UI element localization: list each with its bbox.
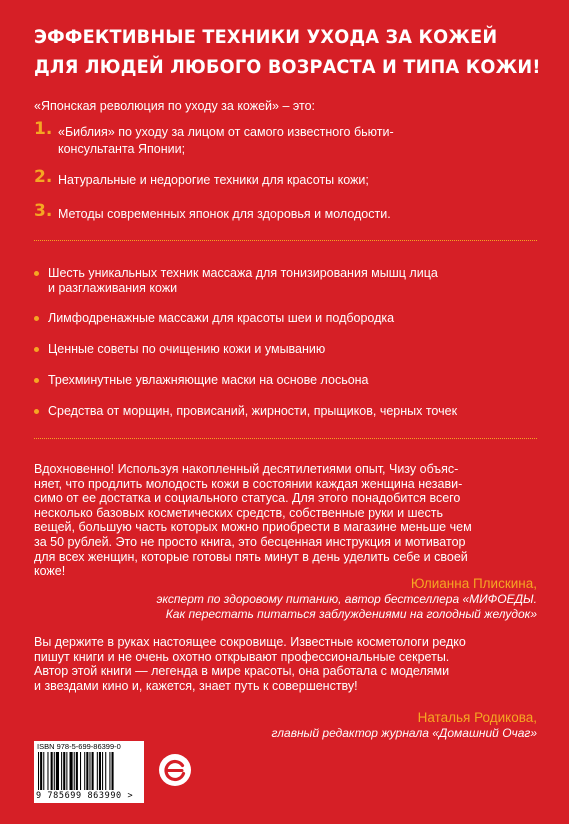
quote-line: няет, что продлить молодость кожи в состоянии каждая женщина незави- — [34, 476, 463, 491]
barcode-bar — [109, 752, 110, 790]
barcode-bar — [63, 752, 65, 790]
barcode-bar — [47, 752, 48, 790]
barcode-bar — [92, 752, 94, 790]
quote-line: Вы держите в руках настоящее сокровище. Известные косметологи редко — [34, 635, 466, 649]
bullet-item-1 — [34, 266, 544, 311]
headline — [34, 22, 541, 82]
quote-line: вещей, большую часть которых можно приобрести в магазине меньше чем — [34, 520, 472, 535]
barcode-bar — [51, 752, 53, 790]
barcode-bar — [76, 752, 78, 790]
barcode-bar — [56, 752, 59, 790]
bullet-item-3 — [34, 342, 544, 373]
quote-line: и звездами кино и, кажется, знает путь к совершенству! — [34, 678, 358, 693]
barcode — [34, 741, 144, 803]
bullet-item-2 — [34, 311, 544, 342]
quote-author: Юлианна Плискина, — [410, 576, 537, 591]
bullet-text-line: Средства от морщин, провисаний, жирности, прыщиков, черных точек — [48, 404, 458, 418]
barcode-bar — [80, 752, 81, 790]
barcode-bar — [102, 752, 103, 790]
quote-author-role: главный редактор журнала «Домашний Очаг» — [271, 726, 537, 740]
item-text-line: Методы современных японок для здоровья и молодости. — [58, 207, 391, 221]
headline-line-1: ЭФФЕКТИВНЫЕ ТЕХНИКИ УХОДА ЗА КОЖЕЙ — [34, 26, 498, 48]
bullet-text-line: и разглаживания кожи — [48, 281, 178, 295]
quote-2-signature — [271, 709, 537, 741]
quote-line: пишут книги и не очень охотно открывают профессиональные секреты. — [34, 649, 450, 664]
barcode-digits: 9 785699 863990 > — [36, 791, 134, 801]
quote-line: симо от ее достатка и социального статуса. Для этого понадобится всего — [34, 491, 461, 506]
quote-line: Автор этой книги — легенда в мире красоты, она работала с моделями — [34, 664, 450, 679]
bullet-text-line: Трехминутные увлажняющие маски на основе лосьона — [48, 373, 369, 387]
barcode-bar — [54, 752, 55, 790]
intro-text: «Японская революция по уходу за кожей» – это: — [34, 99, 316, 113]
bullet-text-line: Шесть уникальных техник массажа для тонизирования мышц лица — [48, 266, 438, 280]
quote-1-signature — [156, 575, 537, 622]
bullet-item-5 — [34, 404, 544, 419]
barcode-bar — [61, 752, 62, 790]
numbered-item-1 — [34, 119, 544, 172]
quote-line: за 50 рублей. Это не просто книга, это бесценная инструкция и мотиватор — [34, 534, 466, 549]
review-quote-2 — [34, 635, 542, 693]
barcode-bar — [89, 752, 90, 790]
quote-line: Вдохновенно! Используя накопленный десятилетиями опыт, Чизу объяс- — [34, 462, 459, 476]
item-number: 3. — [34, 201, 53, 221]
quote-author-role: Как перестать питаться заблуждениями на голодный желудок» — [165, 607, 537, 621]
barcode-bar — [112, 752, 114, 790]
quote-line: для всех женщин, которые готовы пять минут в день уделить себе и своей — [34, 549, 468, 564]
headline-line-2: ДЛЯ ЛЮДЕЙ ЛЮБОГО ВОЗРАСТА И ТИПА КОЖИ! — [34, 56, 541, 78]
bullet-text-line: Лимфодренажные массажи для красоты шеи и подбородка — [48, 311, 395, 325]
dotted-divider — [34, 240, 537, 241]
item-number: 1. — [34, 119, 53, 139]
quote-line: коже! — [34, 564, 66, 579]
review-quote-1 — [34, 462, 542, 579]
dotted-divider — [34, 438, 537, 439]
item-text-line: Натуральные и недорогие техники для красоты кожи; — [58, 173, 369, 187]
barcode-bar — [105, 752, 106, 790]
isbn-text: ISBN 978-5-699-86399-0 — [37, 742, 121, 751]
barcode-bar — [86, 752, 88, 790]
bullet-item-4 — [34, 373, 544, 404]
barcode-bar — [97, 752, 98, 790]
eksmo-logo-icon — [158, 753, 192, 787]
barcode-bar — [66, 752, 67, 790]
barcode-bar — [99, 752, 101, 790]
barcode-bar — [74, 752, 75, 790]
barcode-bar — [84, 752, 85, 790]
quote-author-role: эксперт по здоровому питанию, автор бестселлера «МИФОЕДЫ. — [156, 592, 537, 606]
barcode-bar — [43, 752, 44, 790]
barcode-bar — [40, 752, 42, 790]
numbered-item-2 — [34, 167, 544, 206]
numbered-list — [34, 119, 544, 230]
item-text-line: консультанта Японии; — [58, 142, 186, 156]
quote-line: несколько базовых косметических средств, собственные руки и шесть — [34, 505, 443, 520]
quote-author: Наталья Родикова, — [417, 710, 537, 725]
bullet-list — [34, 266, 544, 419]
item-number: 2. — [34, 167, 53, 187]
barcode-bars — [38, 752, 138, 790]
barcode-bar — [38, 752, 39, 790]
barcode-bar — [70, 752, 73, 790]
item-text-line: «Библия» по уходу за лицом от самого известного бьюти- — [58, 125, 394, 139]
numbered-item-3 — [34, 201, 544, 230]
bullet-text-line: Ценные советы по очищению кожи и умыванию — [48, 342, 326, 356]
